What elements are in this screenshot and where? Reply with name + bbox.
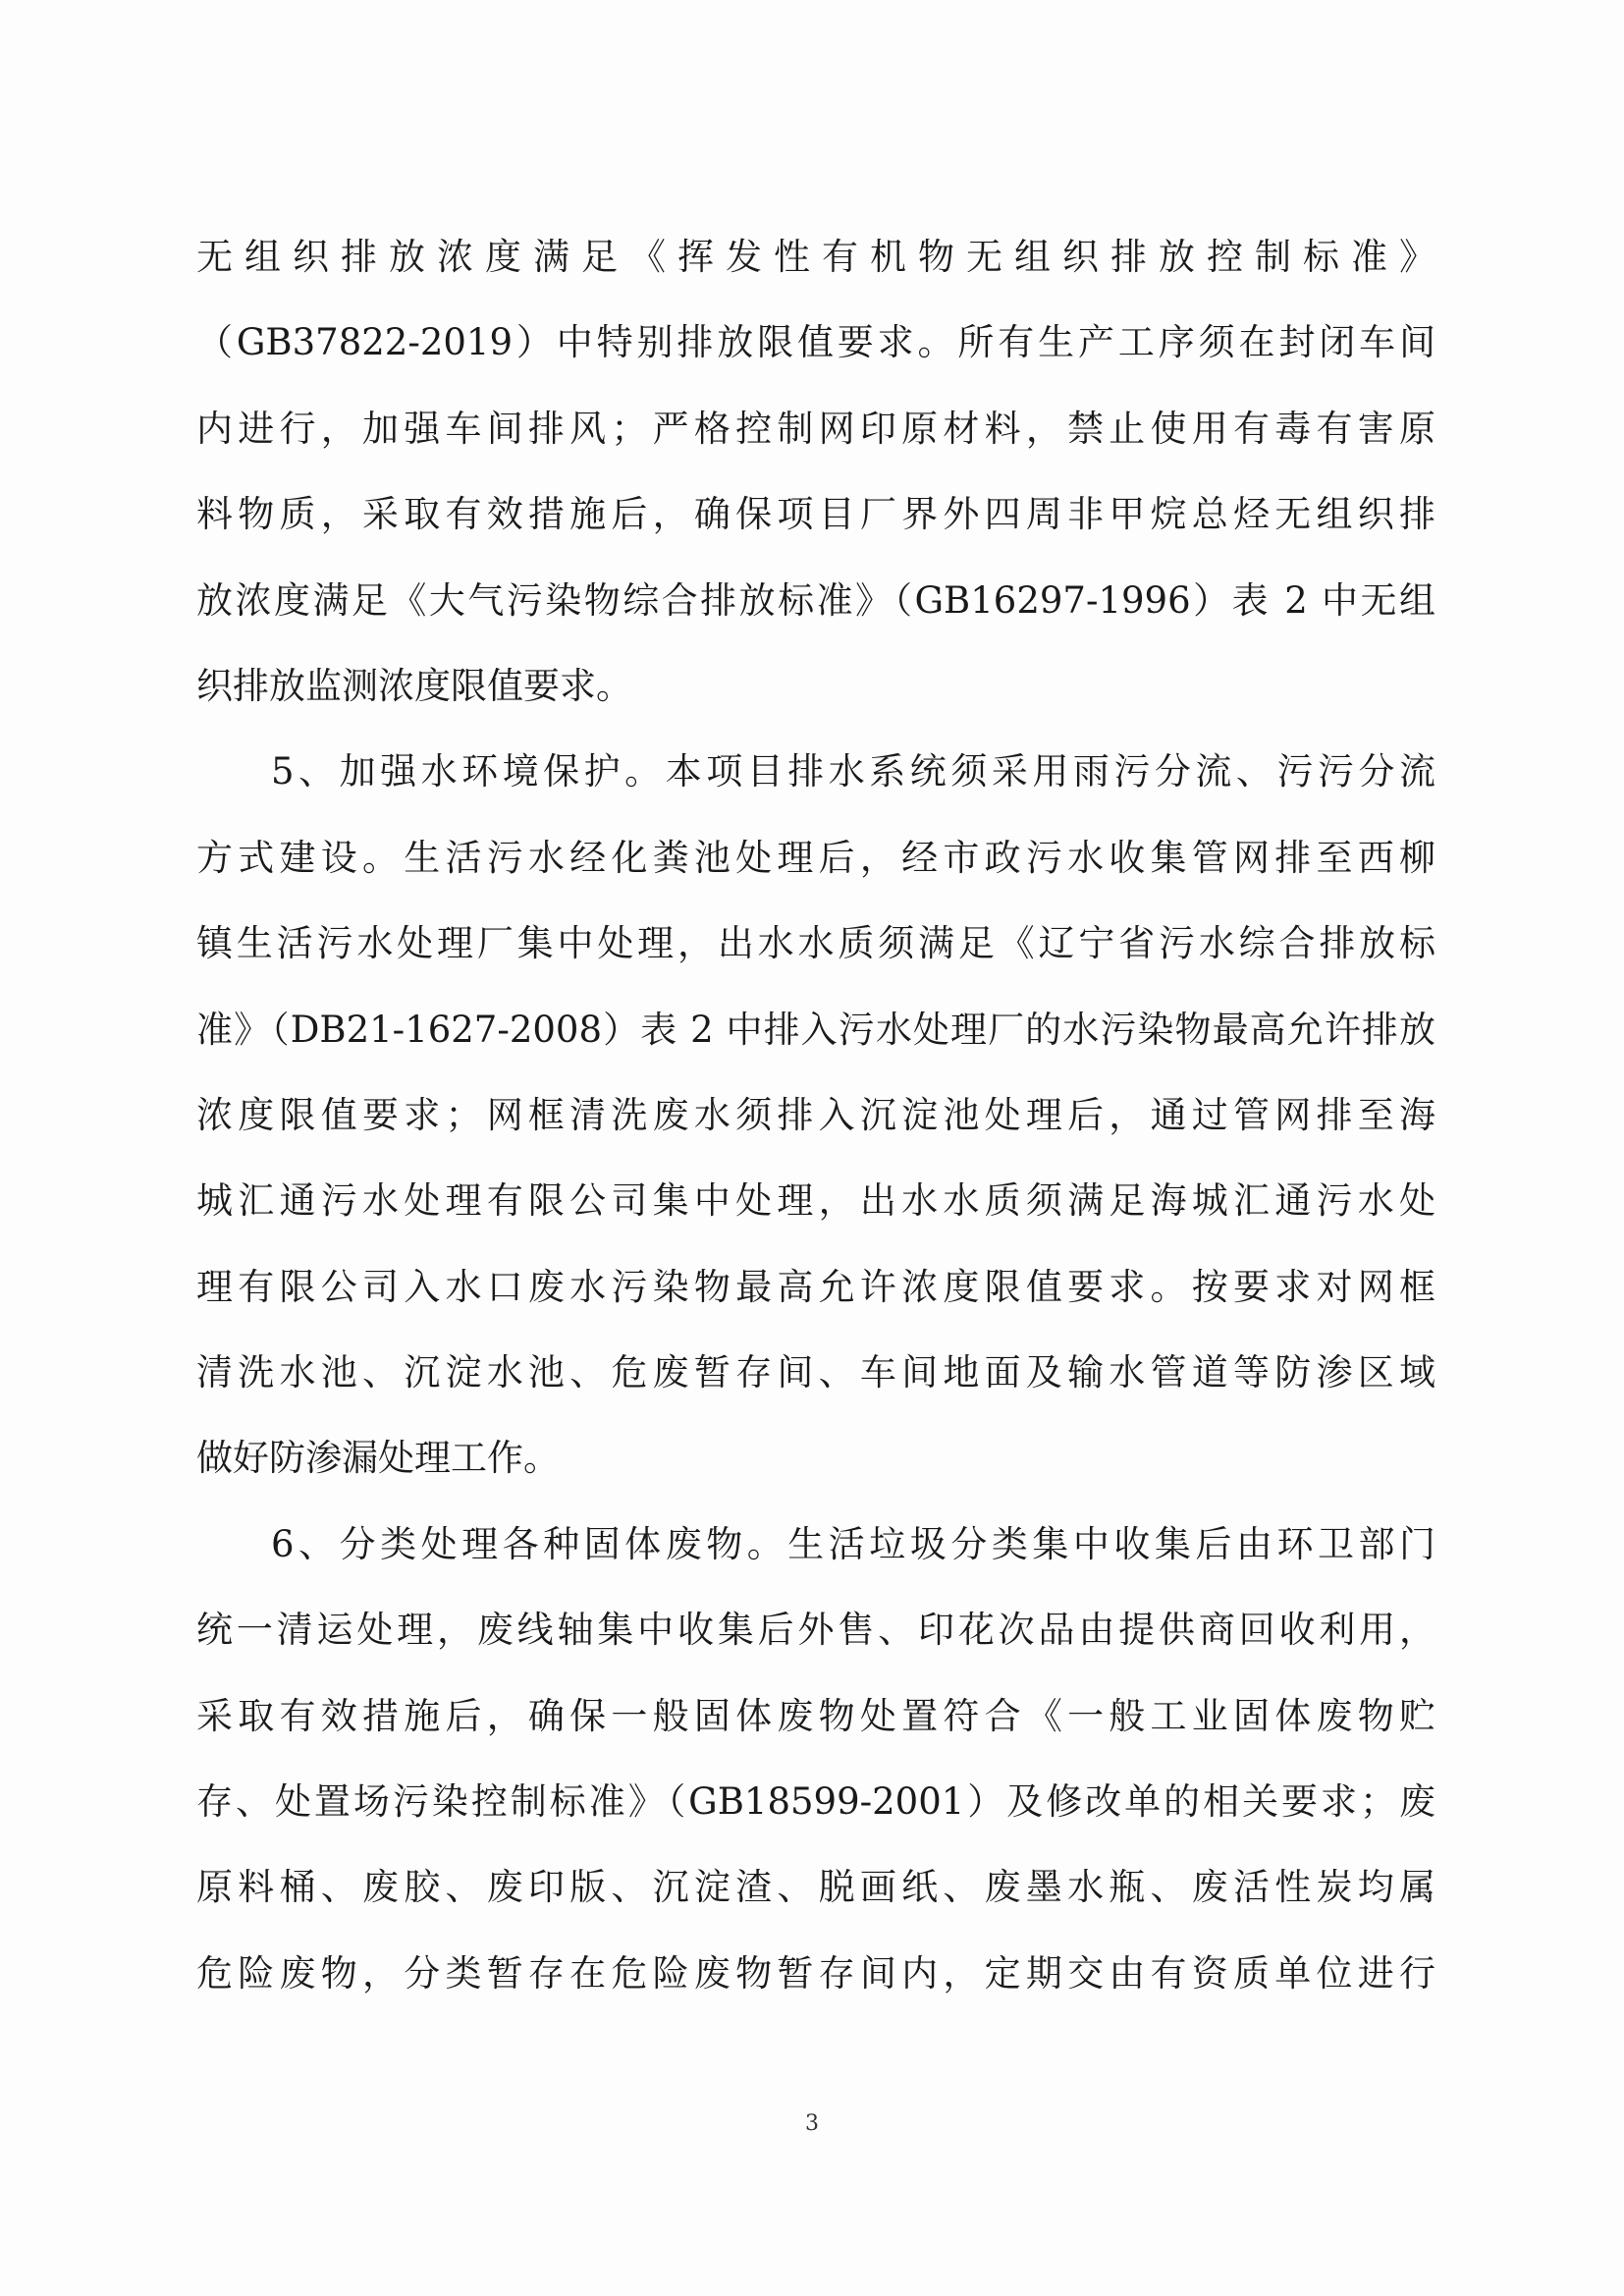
text-line: 采取有效措施后，确保一般固体废物处置符合《一般工业固体废物贮: [196, 1694, 1435, 1737]
text-line: 统一清运处理，废线轴集中收集后外售、印花次品由提供商回收利用，: [196, 1609, 1435, 1652]
text-line: （GB37822-2019）中特别排放限值要求。所有生产工序须在封闭车间: [196, 321, 1435, 364]
text-line: 方式建设。生活污水经化粪池处理后，经市政污水收集管网排至西柳: [196, 836, 1435, 879]
text-line: 危险废物，分类暂存在危险废物暂存间内，定期交由有资质单位进行: [196, 1951, 1435, 1995]
text-line: 织排放监测浓度限值要求。: [196, 664, 632, 707]
text-line: 内进行，加强车间排风；严格控制网印原材料，禁止使用有毒有害原: [196, 407, 1435, 450]
text-line: 理有限公司入水口废水污染物最高允许浓度限值要求。按要求对网框: [196, 1265, 1435, 1308]
text-line: 准》（DB21-1627-2008）表 2 中排入污水处理厂的水污染物最高允许排放: [196, 1008, 1435, 1051]
text-line: 5、加强水环境保护。本项目排水系统须采用雨污分流、污污分流: [271, 750, 1435, 793]
text-line: 6、分类处理各种固体废物。生活垃圾分类集中收集后由环卫部门: [271, 1522, 1435, 1565]
text-line: 放浓度满足《大气污染物综合排放标准》（GB16297-1996）表 2 中无组: [196, 578, 1435, 622]
text-line: 镇生活污水处理厂集中处理，出水水质须满足《辽宁省污水综合排放标: [196, 922, 1435, 965]
text-line: 做好防渗漏处理工作。: [196, 1437, 560, 1480]
text-line: 城汇通污水处理有限公司集中处理，出水水质须满足海城汇通污水处: [196, 1179, 1435, 1223]
text-line: 浓度限值要求；网框清洗废水须排入沉淀池处理后，通过管网排至海: [196, 1093, 1435, 1136]
document-body: [196, 214, 1435, 2016]
text-line: 清洗水池、沉淀水池、危废暂存间、车间地面及输水管道等防渗区域: [196, 1351, 1435, 1394]
text-line: 料物质，采取有效措施后，确保项目厂界外四周非甲烷总烃无组织排: [196, 493, 1435, 536]
text-line: 原料桶、废胶、废印版、沉淀渣、脱画纸、废墨水瓶、废活性炭均属: [196, 1866, 1435, 1909]
text-line: 存、处置场污染控制标准》（GB18599-2001）及修改单的相关要求；废: [196, 1780, 1435, 1824]
text-line: 无组织排放浓度满足《挥发性有机物无组织排放控制标准》: [196, 236, 1435, 278]
page-number: 3: [805, 2111, 819, 2136]
